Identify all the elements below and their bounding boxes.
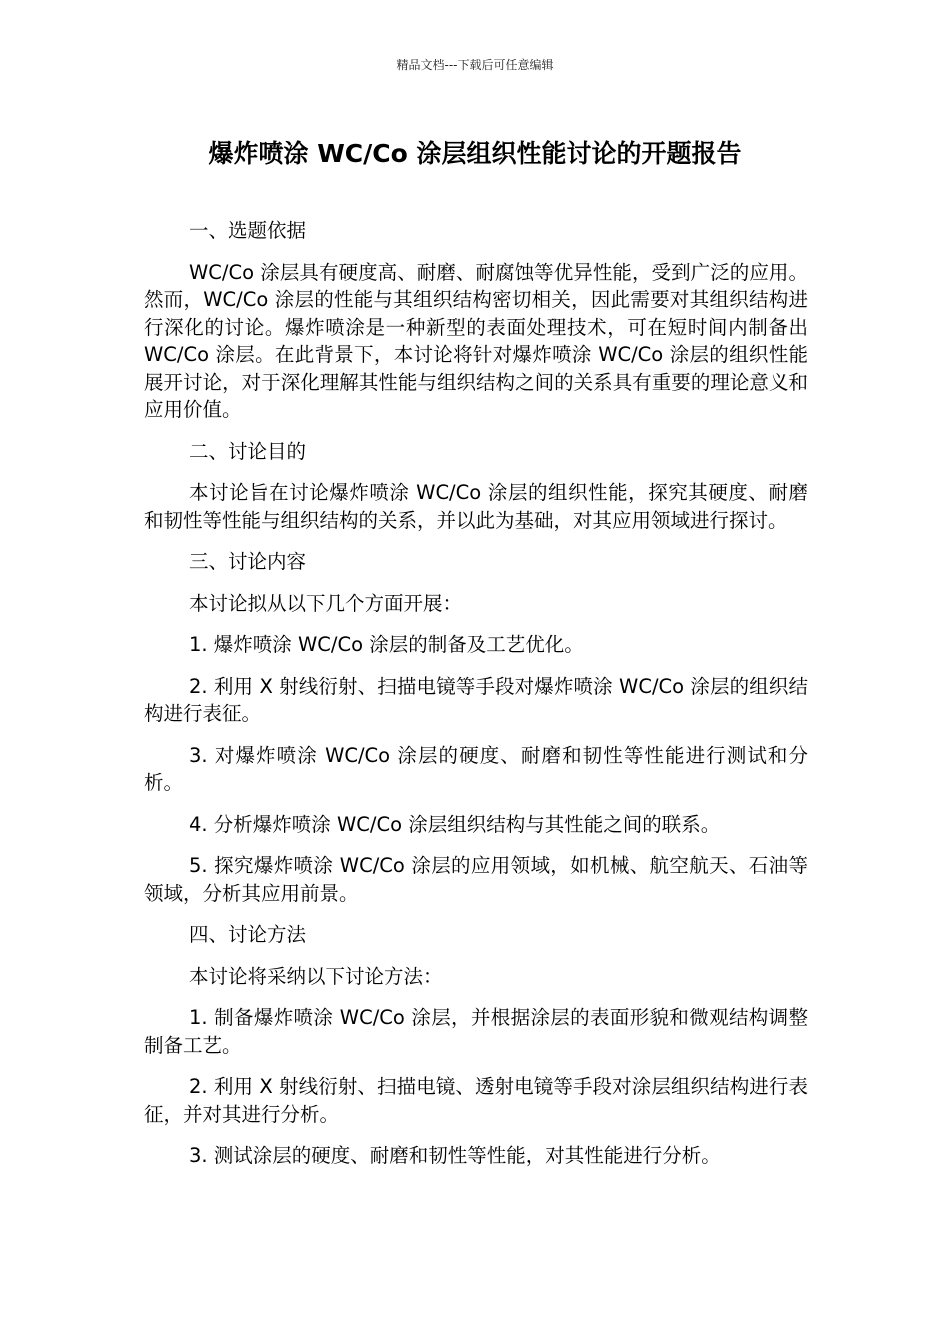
paragraph-methods-intro: 本讨论将采纳以下讨论方法：	[189, 964, 443, 988]
section-heading-methods: 四、讨论方法	[189, 923, 307, 946]
paragraph-purpose: 本讨论旨在讨论爆炸喷涂 WC/Co 涂层的组织性能，探究其硬度、耐磨和韧性等性能与组织结构的关系，并以此为基础，对其应用领域进行探讨。	[144, 481, 808, 532]
document-body	[144, 217, 808, 1184]
list-item-method: 1. 制备爆炸喷涂 WC/Co 涂层，并根据涂层的表面形貌和微观结构调整制备工艺。	[144, 1006, 808, 1057]
section-heading-purpose: 二、讨论目的	[189, 439, 307, 463]
list-item-method: 3. 测试涂层的硬度、耐磨和韧性等性能，对其性能进行分析。	[189, 1144, 721, 1167]
document-title: 爆炸喷涂 WC/Co 涂层组织性能讨论的开题报告	[208, 139, 742, 168]
list-item-content: 1. 爆炸喷涂 WC/Co 涂层的制备及工艺优化。	[189, 633, 584, 656]
list-item-content: 3. 对爆炸喷涂 WC/Co 涂层的硬度、耐磨和韧性等性能进行测试和分析。	[144, 743, 808, 794]
header-note: 精品文档---下载后可任意编辑	[396, 58, 554, 72]
list-item-content: 4. 分析爆炸喷涂 WC/Co 涂层组织结构与其性能之间的联系。	[189, 812, 721, 836]
list-item-method: 2. 利用 X 射线衍射、扫描电镜、透射电镜等手段对涂层组织结构进行表征，并对其进行分析。	[144, 1075, 808, 1126]
section-heading-content: 三、讨论内容	[189, 550, 307, 573]
section-heading-basis: 一、选题依据	[189, 219, 307, 242]
paragraph-basis: WC/Co 涂层具有硬度高、耐磨、耐腐蚀等优异性能，受到广泛的应用。然而，WC/Co 涂层的性能与其组织结构密切相关，因此需要对其组织结构进行深化的讨论。爆炸喷涂是一种新型的表面处理技术，可在短时间内制备出 WC/Co 涂层。在此背景下，本讨论将针对爆炸喷涂 WC/Co 涂层的组织性能展开讨论，对于深化理解其性能与组织结构之间的关系具有重要的理论意义和应用价值。	[144, 260, 808, 421]
list-item-content: 5. 探究爆炸喷涂 WC/Co 涂层的应用领域，如机械、航空航天、石油等领域，分析其应用前景。	[144, 854, 808, 905]
list-item-content: 2. 利用 X 射线衍射、扫描电镜等手段对爆炸喷涂 WC/Co 涂层的组织结构进行表征。	[144, 674, 808, 725]
paragraph-content-intro: 本讨论拟从以下几个方面开展：	[189, 591, 463, 615]
